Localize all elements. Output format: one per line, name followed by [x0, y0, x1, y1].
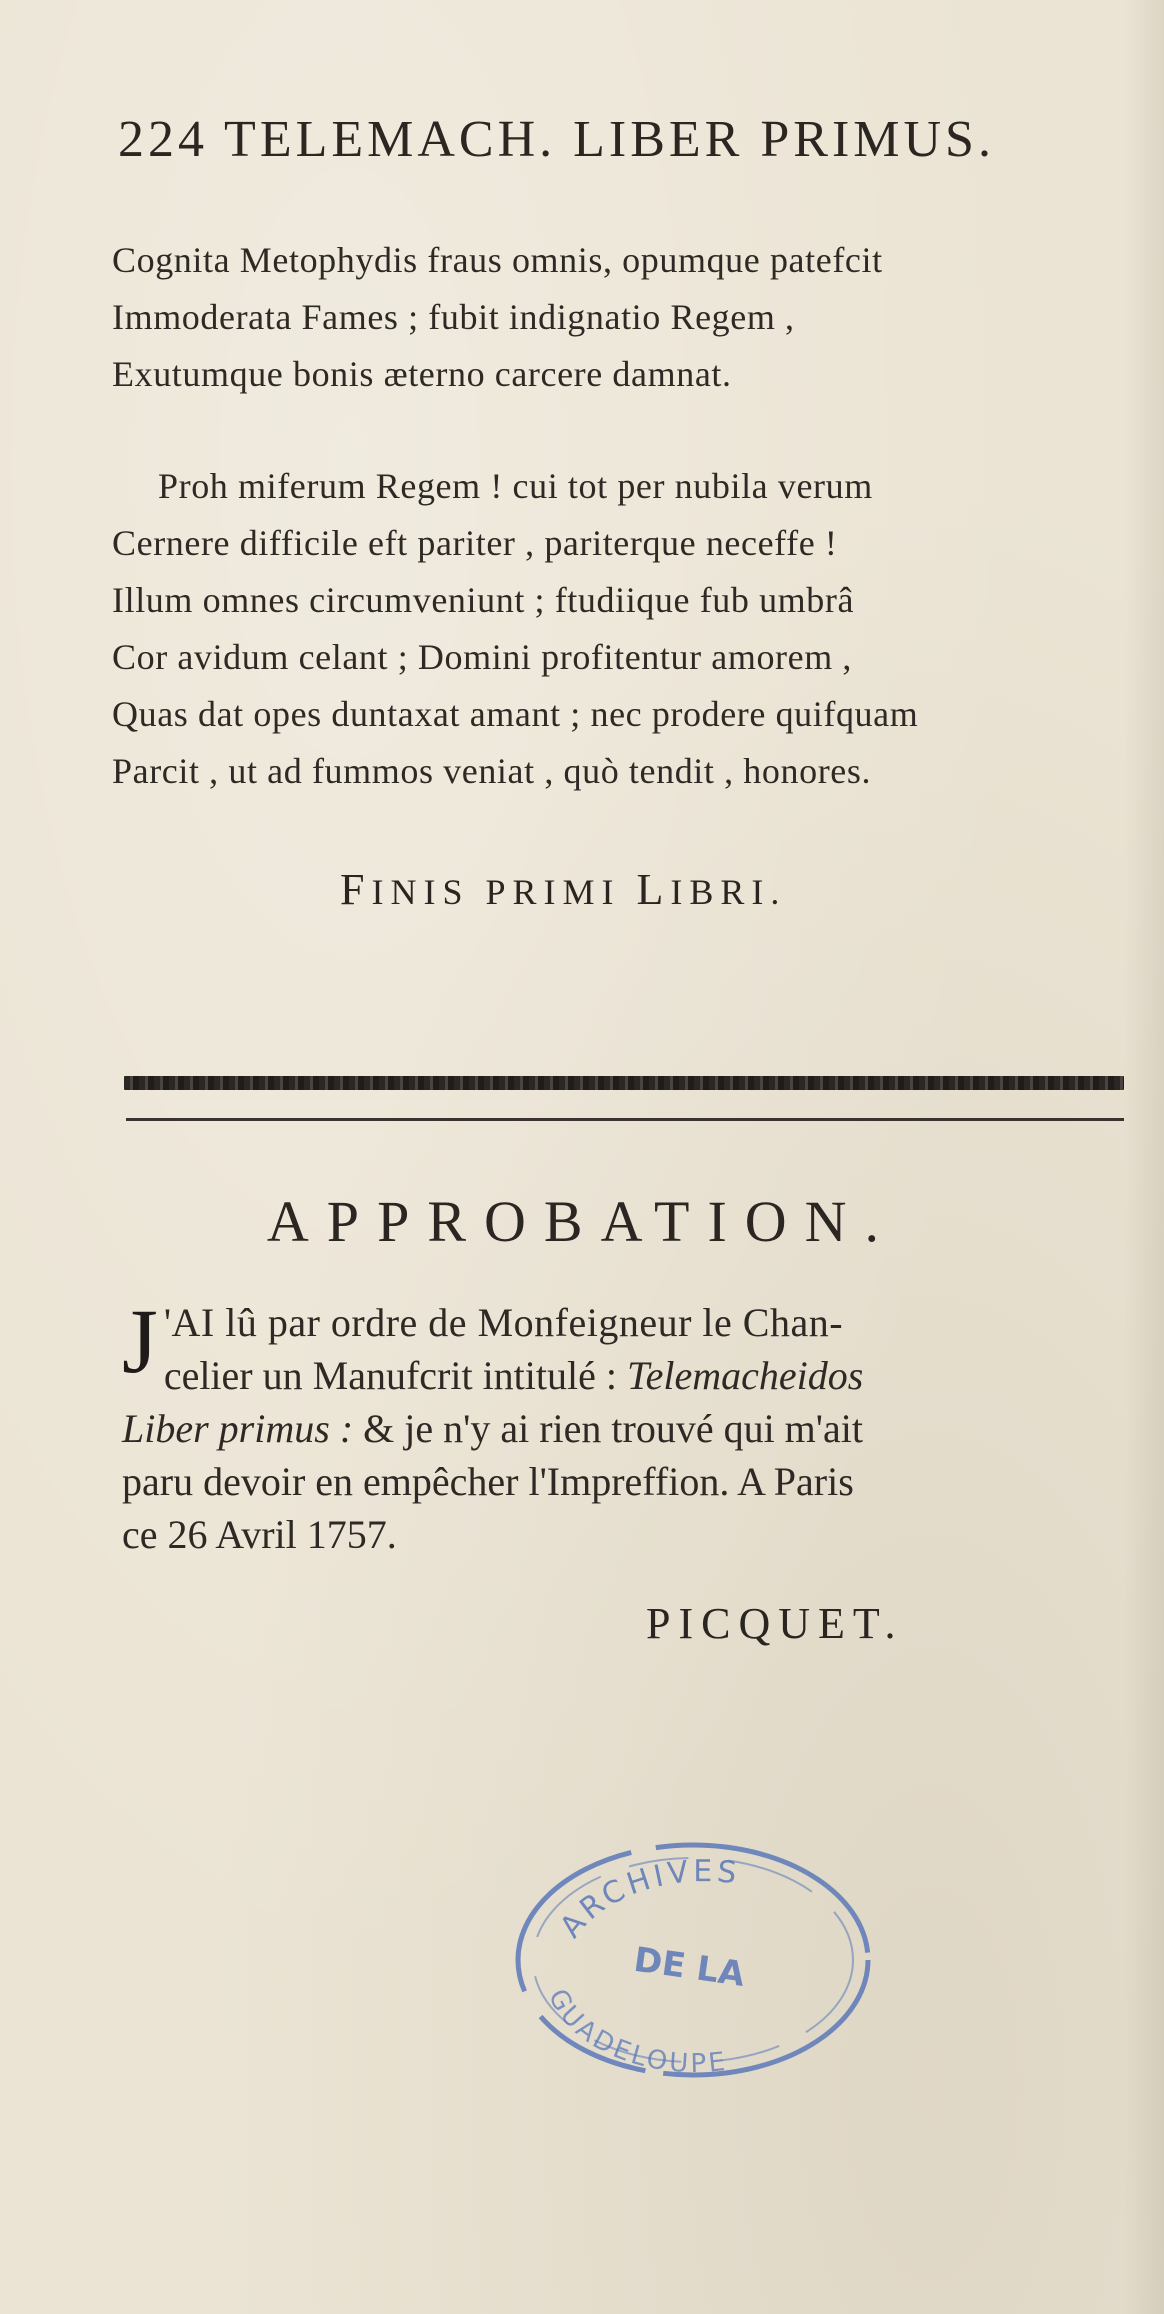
verse-line: Cognita Metophydis fraus omnis, opumque patefcit	[112, 240, 883, 280]
finis-line	[340, 864, 786, 915]
approbation-title: APPROBATION.	[266, 1189, 898, 1254]
ornamental-rule-thin	[126, 1118, 1124, 1121]
verse-line: Cernere difficile eft pariter , pariterque neceffe !	[112, 523, 838, 563]
stamp-text-top: ARCHIVES	[553, 1854, 743, 1945]
work-title-part-2: Liber primus :	[122, 1406, 354, 1451]
verse-line: Parcit , ut ad fummos veniat , quò tendit , honores.	[112, 751, 872, 791]
verse-line: Illum omnes circumveniunt ; ftudiique fub umbrâ	[112, 580, 855, 620]
primi-word: PRIMI	[485, 872, 621, 912]
libri-initial: L	[636, 865, 671, 914]
work-title-part-1: Telemacheidos	[627, 1353, 864, 1398]
approbation-line-2	[122, 1349, 1122, 1402]
running-head: 224 TELEMACH. LIBER PRIMUS.	[118, 111, 995, 168]
stamp-text-middle: DE LA	[631, 1939, 748, 1995]
verse-block-1	[112, 232, 1132, 403]
verse-block-2	[112, 458, 1132, 800]
approbation-text	[122, 1290, 1122, 1561]
verse-line: Immoderata Fames ; fubit indignatio Regem ,	[112, 297, 795, 337]
verse-line: Quas dat opes duntaxat amant ; nec prodere quifquam	[112, 694, 919, 734]
verse-line: Proh miferum Regem ! cui tot per nubila verum	[158, 466, 873, 506]
approbation-line-3-text: & je n'y ai rien trouvé qui m'ait	[353, 1406, 863, 1451]
archives-stamp	[505, 1820, 885, 2100]
verse-line: Cor avidum celant ; Domini profitentur amorem ,	[112, 637, 853, 677]
signature-picquet: PICQUET.	[646, 1599, 904, 1648]
approbation-line-4: paru devoir en empêcher l'Impreffion. A Paris	[122, 1459, 854, 1504]
approbation-line-1-text: 'AI lû par ordre de Monfeigneur le Chan-	[163, 1300, 844, 1345]
drop-cap: J	[122, 1290, 158, 1392]
ornamental-rule-thick	[124, 1076, 1124, 1090]
approbation-line-5: ce 26 Avril 1757.	[122, 1512, 397, 1557]
finis-initial: F	[340, 865, 372, 914]
finis-word-rest: INIS	[371, 872, 470, 912]
stamp-text-bottom: GUADELOUPE	[541, 1984, 730, 2080]
approbation-line-2-text: celier un Manufcrit intitulé :	[163, 1353, 627, 1398]
approbation-line-3	[122, 1402, 1122, 1455]
verse-line: Exutumque bonis æterno carcere damnat.	[112, 354, 732, 394]
libri-word-rest: IBRI.	[670, 872, 787, 912]
